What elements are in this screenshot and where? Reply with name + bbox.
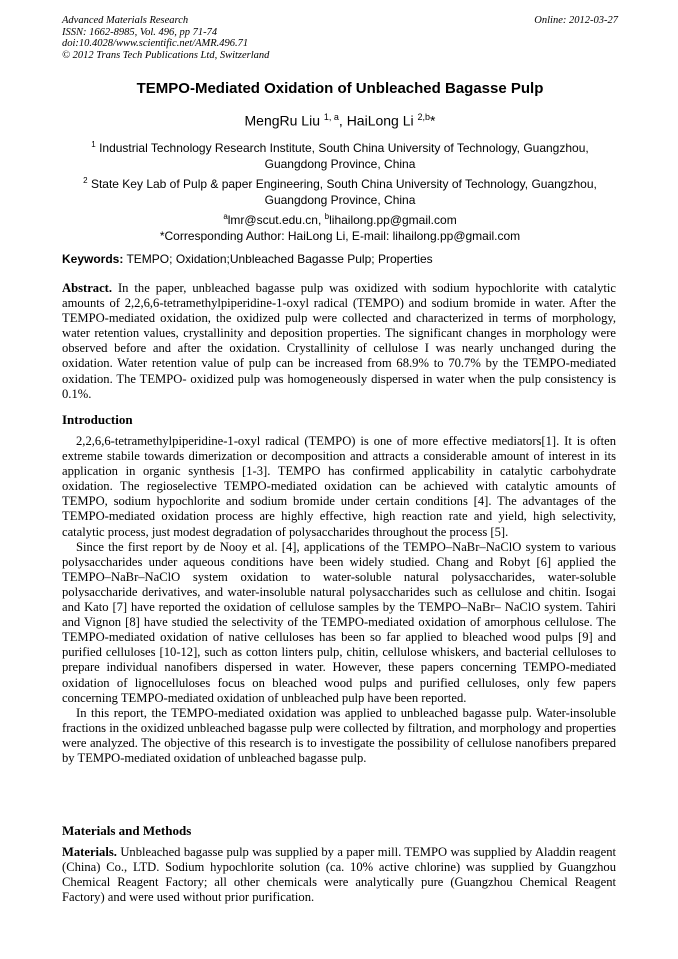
online-date: Online: 2012-03-27 (534, 15, 618, 26)
materials-text: Unbleached bagasse pulp was supplied by a paper mill. TEMPO was supplied by Aladdin reagent (China) Co., LTD. Sodium hypochlorite solution (ca. 10% active chlorine) was supplied by Guangzhou Chemical Reagent Factory; all other chemicals were analytically pure (Guangzhou Chemical Reagent Factory) and were used without prior purification. (62, 845, 616, 905)
doi: doi:10.4028/www.scientific.net/AMR.496.71 (62, 38, 249, 49)
intro-paragraph-3: In this report, the TEMPO-mediated oxidation was applied to unbleached bagasse pulp. Water-insoluble fractions in the oxidized unbleached bagasse pulp were collected by filtration, and morphology and properties were analyzed. The objective of this research is to investigate the possibility of cellulose nanofibers prepared by TEMPO-mediated oxidation of unbleached bagasse pulp. (62, 705, 616, 765)
affiliation-2 (62, 173, 618, 208)
email-a[interactable]: lmr@scut.edu.cn, (227, 213, 325, 227)
affiliation-1 (62, 137, 618, 172)
email-b-marker: b (324, 212, 330, 221)
abstract (62, 281, 616, 402)
keywords (62, 252, 618, 266)
abstract-text: In the paper, unbleached bagasse pulp was oxidized with sodium hypochlorite with catalytic amounts of 2,2,6,6-tetramethylpiperidine-1-oxyl radical (TEMPO) and sodium bromide in water. After the TEMPO-mediated oxidation, the oxidized pulp were collected and characterized in terms of morphology, water retention values, crystallinity and deposition properties. The significant changes in morphology were observed before and after the oxidation. Crystallinity of cellulose I was nearly unchanged during the oxidation. Water retention value of pulp can be increased from 68.9% to 70.7% by the TEMPO-mediated oxidation. The TEMPO- oxidized pulp was homogeneously dispersed in water when the pulp consistency is 0.1%. (62, 281, 616, 401)
keywords-label: Keywords: (62, 252, 124, 266)
author-emails (62, 209, 618, 244)
author-list (62, 112, 618, 129)
journal-header (62, 15, 618, 61)
issn: ISSN: 1662-8985, Vol. 496, pp 71-74 (62, 26, 218, 38)
abstract-label: Abstract. (62, 281, 113, 295)
corresponding-star: * (430, 112, 436, 129)
email-a-marker: a (223, 212, 228, 221)
materials-paragraph (62, 845, 616, 905)
affiliation-1-number: 1 (91, 140, 96, 149)
author-2-affil-marker: 2,b (417, 112, 431, 122)
intro-paragraph-1: 2,2,6,6-tetramethylpiperidine-1-oxyl radical (TEMPO) is one of more effective mediators[1]. It is often extreme stabile towards dimerization or decomposition and attracts a considerable amount of interest in its application in organic synthesis [1-3]. TEMPO has confirmed applicability in catalytic carbohydrate oxidation. The regioselective TEMPO-mediated oxidation can be achieved with catalytic amounts of TEMPO, sodium hypochlorite and sodium bromide under certain conditions [4]. The advantages of the TEMPO-mediated oxidation process are highly effective, high reaction rate and yield, high selectivity, catalytic process, just modest degradation of polysaccharides throughout the process [5]. (62, 434, 616, 539)
introduction-heading: Introduction (62, 412, 133, 427)
affiliation-1-text: Industrial Technology Research Institute, South China University of Technology, Guangzhou, (99, 141, 589, 155)
corresponding-author: *Corresponding Author: HaiLong Li, E-mail: lihailong.pp@gmail.com (159, 229, 521, 243)
affiliation-2-text: State Key Lab of Pulp & paper Engineering, South China University of Technology, Guangzhou, (90, 177, 597, 191)
materials-label: Materials. (62, 845, 117, 859)
methods-heading: Materials and Methods (62, 823, 192, 838)
affiliation-2-number: 2 (83, 176, 88, 185)
author-separator: , (338, 112, 347, 129)
affiliation-2-text-2: Guangdong Province, China (264, 193, 416, 207)
paper-title: TEMPO-Mediated Oxidation of Unbleached Bagasse Pulp (136, 80, 544, 97)
keywords-text: TEMPO; Oxidation;Unbleached Bagasse Pulp; Properties (123, 252, 433, 266)
introduction-body (62, 434, 616, 766)
affiliation-1-text-2: Guangdong Province, China (264, 157, 416, 171)
intro-paragraph-2: Since the first report by de Nooy et al. [4], applications of the TEMPO–NaBr–NaClO system to various polysaccharides under aqueous conditions have been widely studied. Chang and Robyt [6] applied the TEMPO–NaBr–NaClO system oxidation to water-soluble natural polysaccharides, water-soluble polysaccharide derivatives, and water-insoluble natural polysaccharides such as cellulose and chitin. Isogai and Kato [7] have reported the oxidation of cellulose samples by the TEMPO–NaBr– NaClO system. Tahiri and Vignon [8] have studied the selectivity of the TEMPO-mediated oxidation of amorphous cellulose. The TEMPO-mediated oxidation of native celluloses has been so far applied to bleached wood pulps [9] and purified celluloses [10-12], such as cotton linters pulp, chitin, cellulose whiskers, and bacterial celluloses to prepare individual nanofibers dispersed in water. However, these papers concerning TEMPO-mediated oxidation of lignocelluloses focus on bleached wood pulps and purified celluloses, only few papers concerning TEMPO-mediated oxidation of unbleached pulp have been reported. (62, 539, 616, 705)
author-1-name: MengRu Liu (244, 112, 320, 129)
author-2-name: HaiLong Li (346, 112, 414, 129)
journal-name: Advanced Materials Research (62, 15, 189, 26)
email-b[interactable]: lihailong.pp@gmail.com (329, 213, 457, 227)
copyright: © 2012 Trans Tech Publications Ltd, Switzerland (62, 49, 270, 61)
author-1-affil-marker: 1, a (323, 112, 339, 122)
